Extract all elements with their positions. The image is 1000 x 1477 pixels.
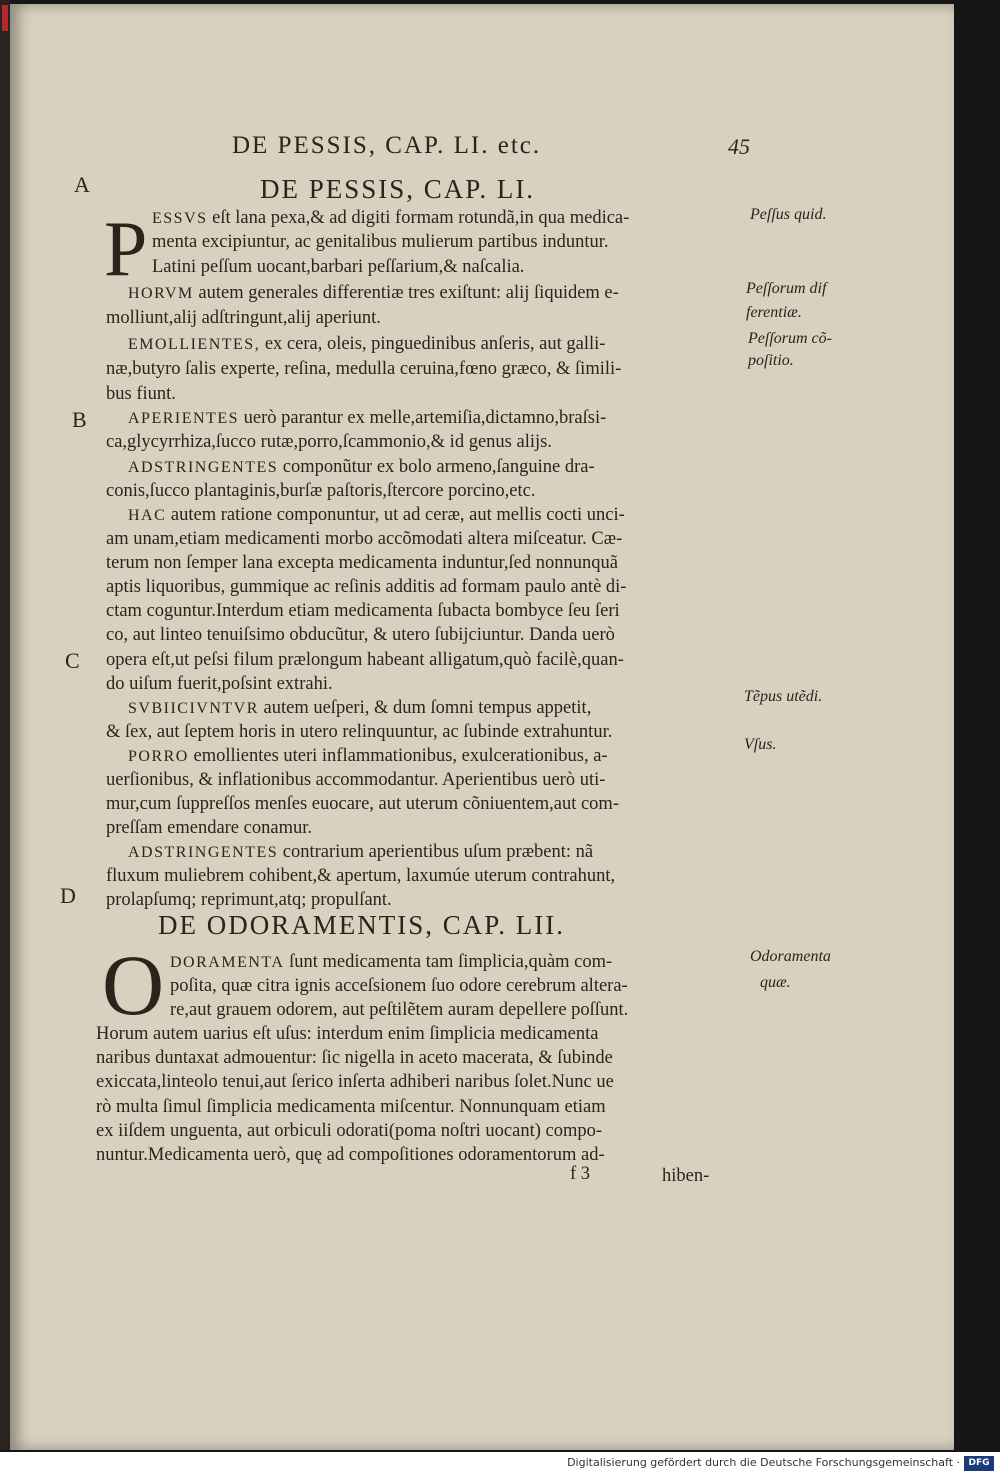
line-text: terum non ſemper lana excepta medicamenta induntur,ſed nonnunquã xyxy=(106,553,618,573)
text-line xyxy=(128,698,591,719)
line-text: opera eſt,ut peſsi filum prælongum habeant alligatum,quò facilè,quan- xyxy=(106,650,624,670)
text-line xyxy=(128,505,625,526)
text-line xyxy=(152,208,629,229)
text-line xyxy=(106,890,392,911)
marginal-note: quæ. xyxy=(760,974,791,991)
text-line xyxy=(170,976,628,997)
line-text: componũtur ex bolo armeno,ſanguine dra- xyxy=(278,457,595,477)
marginal-note: poſitio. xyxy=(748,352,794,369)
line-text: am unam,etiam medicamenti morbo accõmodati altera miſceatur. Cæ- xyxy=(106,529,623,549)
line-text: exiccata,linteolo tenui,aut ſerico inſerta adhiberi naribus ſolet.Nunc ue xyxy=(96,1072,614,1092)
marginal-note: Vſus. xyxy=(744,736,777,753)
chapter52-title: DE ODORAMENTIS, CAP. LII. xyxy=(158,910,565,940)
line-text: contrarium aperientibus uſum præbent: nã xyxy=(278,842,594,862)
chapter52-dropcap: O xyxy=(102,937,165,1033)
line-text: uerò parantur ex melle,artemiſia,dictamno,braſsi- xyxy=(239,408,607,428)
book-page xyxy=(10,4,954,1450)
text-line xyxy=(96,1121,602,1142)
signature-mark: f 3 xyxy=(570,1164,591,1184)
line-text: poſita, quæ citra ignis acceſsionem ſuo odore cerebrum altera- xyxy=(170,976,628,996)
small-caps-lead: HAC xyxy=(128,507,167,524)
text-line xyxy=(106,650,624,671)
line-text: prolapſumq; reprimunt,atq; propulſant. xyxy=(106,890,392,910)
line-text: mur,cum ſuppreſſos menſes euocare, aut uterum cõniuentem,aut com- xyxy=(106,794,619,814)
line-text: uerſionibus, & inflationibus accommodantur. Aperientibus uerò uti- xyxy=(106,770,606,790)
marginal-note: Odoramenta xyxy=(750,948,831,965)
line-text: ex cera, oleis, pinguedinibus anſeris, aut galli- xyxy=(260,334,606,354)
line-text: preſſam emendare conamur. xyxy=(106,818,312,838)
text-line xyxy=(106,794,619,815)
small-caps-lead: SVBIICIVNTVR xyxy=(128,700,259,717)
spine-edge xyxy=(0,0,10,1450)
text-line xyxy=(152,257,524,278)
attribution-bar xyxy=(0,1452,1000,1477)
line-text: ſunt medicamenta tam ſimplicia,quàm com- xyxy=(284,952,613,972)
text-line xyxy=(106,384,176,405)
text-line xyxy=(106,432,552,453)
marginal-note: Peſſorum cõ- xyxy=(748,330,832,347)
text-line xyxy=(106,818,312,839)
line-text: naribus duntaxat admouentur: ſic nigella in aceto macerata, & ſubinde xyxy=(96,1048,613,1068)
small-caps-lead: ESSVS xyxy=(152,210,208,227)
text-line xyxy=(152,232,609,253)
text-line xyxy=(106,553,618,574)
text-line xyxy=(128,457,595,478)
small-caps-lead: APERIENTES xyxy=(128,410,239,427)
small-caps-lead: EMOLLIENTES, xyxy=(128,336,261,353)
catchword: hiben- xyxy=(662,1166,710,1186)
text-line xyxy=(128,842,593,863)
text-line xyxy=(96,1145,605,1166)
line-text: fluxum muliebrem cohibent,& apertum, laxumúe uterum contrahunt, xyxy=(106,866,616,886)
text-line xyxy=(96,1072,614,1093)
line-text: Horum autem uarius eſt uſus: interdum enim ſimplicia medicamenta xyxy=(96,1024,599,1044)
small-caps-lead: DORAMENTA xyxy=(170,954,285,971)
line-text: eſt lana pexa,& ad digiti formam rotundã,in qua medica- xyxy=(207,208,630,228)
text-line xyxy=(170,1000,628,1021)
line-text: co, aut linteo tenuiſsimo obducũtur, & utero ſubijciuntur. Danda uerò xyxy=(106,625,615,645)
text-line xyxy=(128,746,608,767)
line-text: aptis liquoribus, gummique ac reſinis additis ad formam paulo antè di- xyxy=(106,577,627,597)
line-text: næ,butyro ſalis experte, reſina, medulla ceruina,fœno græco, & ſimili- xyxy=(106,359,622,379)
marginal-note: ferentiæ. xyxy=(746,304,802,321)
line-text: autem ratione componuntur, ut ad ceræ, aut mellis cocti unci- xyxy=(166,505,625,525)
line-text: molliunt,alij adſtringunt,alij aperiunt. xyxy=(106,308,381,328)
chapter51-dropcap: P xyxy=(104,205,148,292)
section-mark-d: D xyxy=(60,883,76,908)
line-text: nuntur.Medicamenta uerò, quę ad compoſitiones odoramentorum ad- xyxy=(96,1145,605,1165)
line-text: re,aut grauem odorem, aut peſtilẽtem auram depellere poſſunt. xyxy=(170,1000,629,1020)
text-line xyxy=(170,952,612,973)
attribution-text: Digitalisierung gefördert durch die Deutsche Forschungsgemeinschaft · xyxy=(567,1456,960,1469)
text-line xyxy=(106,529,622,550)
page-number: 45 xyxy=(728,134,750,159)
text-line xyxy=(106,577,626,598)
line-text: conis,ſucco plantaginis,burſæ paſtoris,ſtercore porcino,etc. xyxy=(106,481,536,501)
section-mark-c: C xyxy=(65,648,80,673)
line-text: autem ueſperi, & dum ſomni tempus appetit, xyxy=(258,698,592,718)
line-text: ex iiſdem unguenta, aut orbiculi odorati(poma noſtri uocant) compo- xyxy=(96,1121,603,1141)
marginal-note: Peſſorum dif xyxy=(746,280,827,297)
text-line xyxy=(106,359,621,380)
marginal-note: Tẽpus utẽdi. xyxy=(744,688,823,705)
line-text: do uiſum fuerit,poſsint extrahi. xyxy=(106,674,333,694)
marginal-note: Peſſus quid. xyxy=(750,206,827,223)
text-line xyxy=(106,625,615,646)
text-line xyxy=(96,1097,606,1118)
text-line xyxy=(106,722,612,743)
text-line xyxy=(96,1048,613,1069)
section-mark-a: A xyxy=(74,172,90,197)
text-line xyxy=(128,408,606,429)
line-text: menta excipiuntur, ac genitalibus mulierum partibus induntur. xyxy=(152,232,609,252)
line-text: Latini peſſum uocant,barbari peſſarium,& naſcalia. xyxy=(152,257,525,277)
text-line xyxy=(106,674,333,695)
line-text: emollientes uteri inflammationibus, exulcerationibus, a- xyxy=(188,746,608,766)
line-text: autem generales differentiæ tres exiſtunt: alij ſiquidem e- xyxy=(193,283,619,303)
small-caps-lead: ADSTRINGENTES xyxy=(128,844,279,861)
spine-marker xyxy=(2,5,8,31)
text-line xyxy=(106,308,381,329)
small-caps-lead: HORVM xyxy=(128,285,194,302)
text-line xyxy=(128,334,605,355)
line-text: ca,glycyrrhiza,ſucco rutæ,porro,ſcammonio,& id genus alijs. xyxy=(106,432,552,452)
line-text: rò multa ſimul ſimplicia medicamenta miſcentur. Nonnunquam etiam xyxy=(96,1097,606,1117)
line-text: bus fiunt. xyxy=(106,384,176,404)
text-line xyxy=(128,283,619,304)
chapter51-title: DE PESSIS, CAP. LI. xyxy=(260,174,536,204)
running-title: DE PESSIS, CAP. LI. etc. xyxy=(232,132,542,159)
text-line xyxy=(106,481,535,502)
text-line xyxy=(106,601,620,622)
line-text: & ſex, aut ſeptem horis in utero relinquuntur, ac ſubinde extrahuntur. xyxy=(106,722,613,742)
text-line xyxy=(106,866,615,887)
line-text: ctam coguntur.Interdum etiam medicamenta ſubacta bombyce ſeu ſeri xyxy=(106,601,620,621)
section-mark-b: B xyxy=(72,407,87,432)
small-caps-lead: ADSTRINGENTES xyxy=(128,459,279,476)
text-line xyxy=(106,770,605,791)
text-line xyxy=(96,1024,598,1045)
small-caps-lead: PORRO xyxy=(128,748,189,765)
dfg-logo: DFG xyxy=(964,1456,994,1471)
